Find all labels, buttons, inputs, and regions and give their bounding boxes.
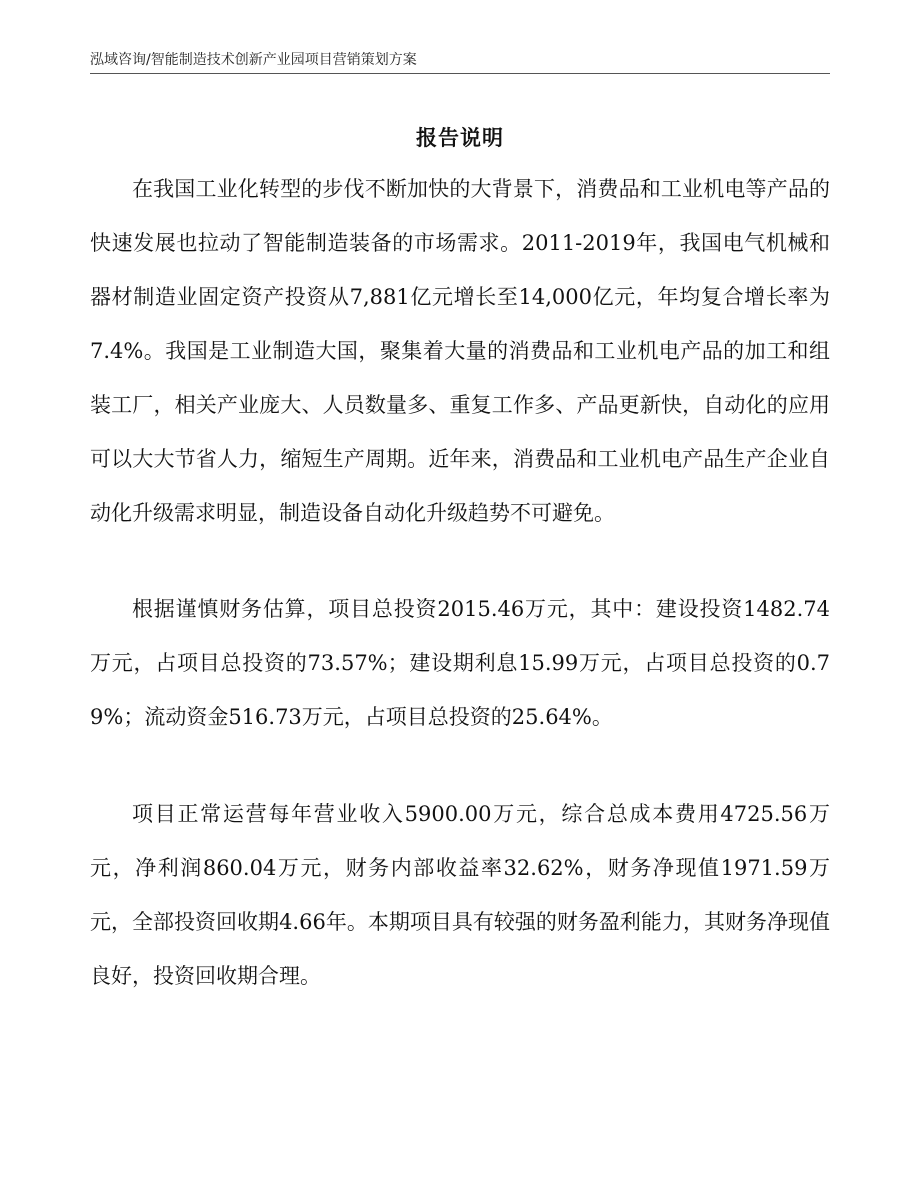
paragraph-block-3 [90, 787, 830, 1003]
paragraph-industry-background: 在我国工业化转型的步伐不断加快的大背景下，消费品和工业机电等产品的快速发展也拉动了智能制造装备的市场需求。2011-2019年，我国电气机械和器材制造业固定资产投资从7,881亿元增长至14,000亿元，年均复合增长率为7.4%。我国是工业制造大国，聚集着大量的消费品和工业机电产品的加工和组装工厂，相关产业庞大、人员数量多、重复工作多、产品更新快，自动化的应用可以大大节省人力，缩短生产周期。近年来，消费品和工业机电产品生产企业自动化升级需求明显，制造设备自动化升级趋势不可避免。 [90, 177, 830, 525]
report-title: 报告说明 [416, 126, 504, 150]
paragraph-financial-returns: 项目正常运营每年营业收入5900.00万元，综合总成本费用4725.56万元，净利润860.04万元，财务内部收益率32.62%，财务净现值1971.59万元，全部投资回收期4.66年。本期项目具有较强的财务盈利能力，其财务净现值良好，投资回收期合理。 [90, 802, 830, 988]
paragraph-block-1 [90, 162, 830, 540]
paragraph-investment-estimate: 根据谨慎财务估算，项目总投资2015.46万元，其中：建设投资1482.74万元，占项目总投资的73.57%；建设期利息15.99万元，占项目总投资的0.79%；流动资金516.73万元，占项目总投资的25.64%。 [90, 597, 830, 729]
header-divider [90, 73, 830, 74]
paragraph-block-2 [90, 582, 830, 744]
running-header: 泓域咨询/智能制造技术创新产业园项目营销策划方案 [90, 52, 417, 68]
